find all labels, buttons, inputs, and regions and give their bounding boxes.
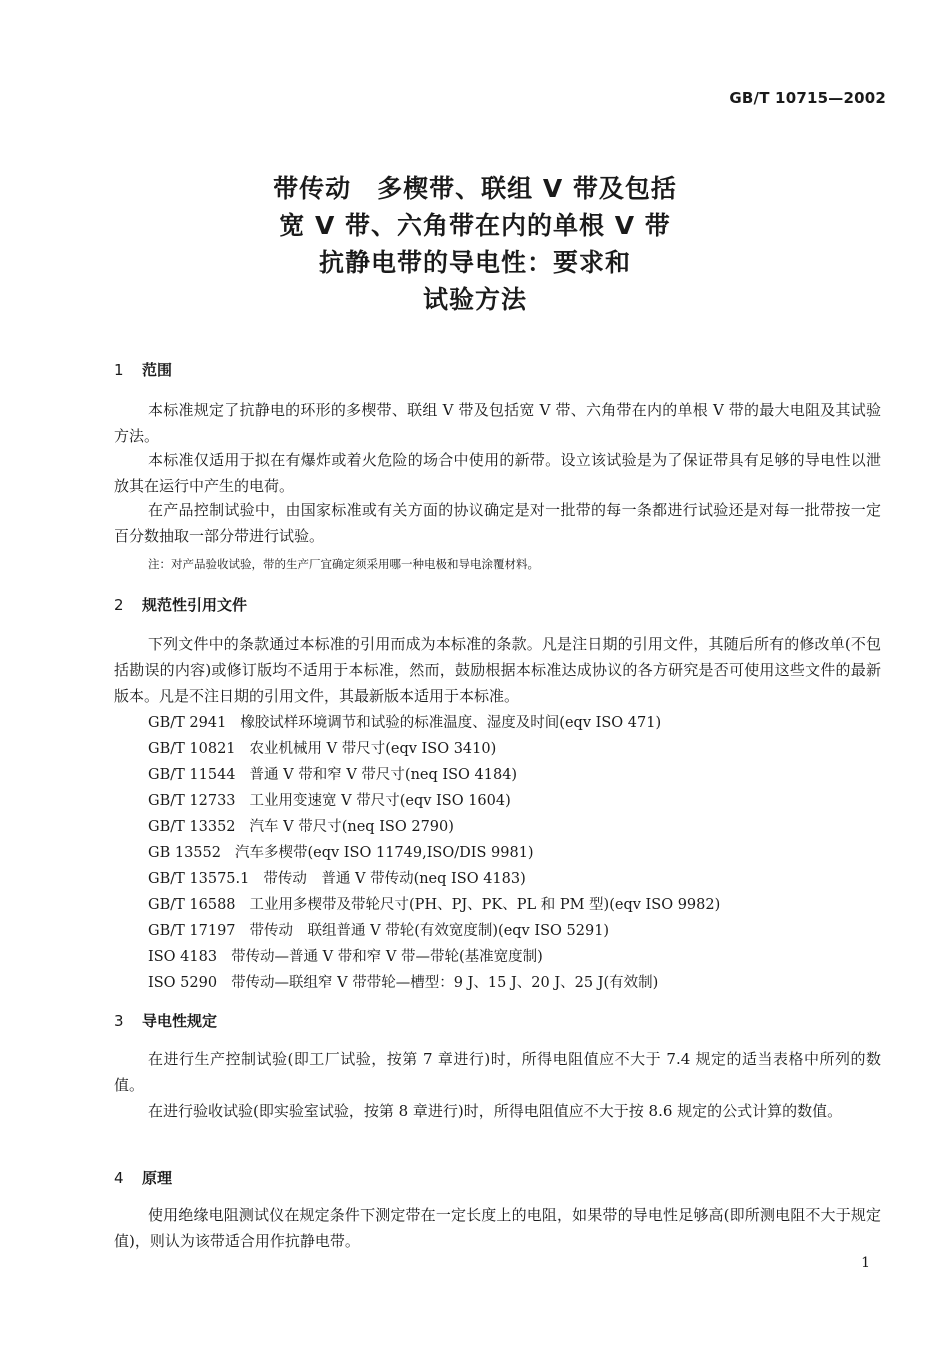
reference-item [148, 919, 609, 940]
section-title: 范围 [142, 361, 173, 379]
paragraph: 在进行验收试验(即实验室试验，按第 8 章进行)时，所得电阻值应不大于按 8.6 规定的公式计算的数值。 [148, 1102, 843, 1120]
section-title: 原理 [142, 1169, 173, 1187]
section-heading-conductivity [114, 1010, 217, 1031]
section-title: 规范性引用文件 [142, 596, 248, 614]
title-line: 试验方法 [422, 285, 527, 314]
paragraph: 下列文件中的条款通过本标准的引用而成为本标准的条款。凡是注日期的引用文件，其随后所有的修改单(不包括勘误的内容)或修订版均不适用于本标准，然而，鼓励根据本标准达成协议的各方研究是否可使用这些文件的最新版本。凡是不注日期的引用文件，其最新版本适用于本标准。 [114, 635, 881, 705]
reference-title: 普通 V 带和窄 V 带尺寸(neq ISO 4184) [249, 767, 518, 783]
paragraph: 在进行生产控制试验(即工厂试验，按第 7 章进行)时，所得电阻值应不大于 7.4 规定的适当表格中所列的数值。 [114, 1050, 881, 1094]
reference-item [148, 971, 658, 992]
reference-item [148, 893, 720, 914]
section-number: 2 [114, 596, 124, 614]
reference-item [148, 737, 496, 758]
title-line: 宽 V 带、六角带在内的单根 V 带 [279, 211, 671, 240]
reference-code: GB/T 13352 [148, 819, 236, 835]
paragraph: 使用绝缘电阻测试仪在规定条件下测定带在一定长度上的电阻，如果带的导电性足够高(即所测电阻不大于规定值)，则认为该带适合用作抗静电带。 [114, 1206, 881, 1250]
reference-code: GB/T 13575.1 [148, 871, 250, 887]
reference-code: GB/T 2941 [148, 715, 227, 731]
reference-code: ISO 5290 [148, 975, 218, 991]
reference-title: 带传动—普通 V 带和窄 V 带—带轮(基准宽度制) [231, 949, 543, 965]
reference-item [148, 711, 661, 732]
reference-code: GB/T 12733 [148, 793, 236, 809]
paragraph: 本标准规定了抗静电的环形的多楔带、联组 V 带及包括宽 V 带、六角带在内的单根 V 带的最大电阻及其试验方法。 [114, 401, 881, 445]
section-heading-references [114, 594, 247, 615]
reference-item [148, 815, 454, 836]
reference-item [148, 945, 543, 966]
section-heading-principle [114, 1167, 172, 1188]
reference-title: 工业用多楔带及带轮尺寸(PH、PJ、PK、PL 和 PM 型)(eqv ISO 9982) [249, 897, 721, 913]
section-number: 1 [114, 361, 124, 379]
reference-code: GB/T 11544 [148, 767, 236, 783]
reference-code: GB/T 10821 [148, 741, 236, 757]
reference-item [148, 867, 526, 888]
reference-code: GB/T 16588 [148, 897, 236, 913]
title-line: 抗静电带的导电性：要求和 [318, 248, 631, 277]
paragraph: 本标准仅适用于拟在有爆炸或着火危险的场合中使用的新带。设立该试验是为了保证带具有足够的导电性以泄放其在运行中产生的电荷。 [114, 451, 881, 495]
reference-title: 橡胶试样环境调节和试验的标准温度、湿度及时间(eqv ISO 471) [240, 715, 662, 731]
reference-item [148, 763, 517, 784]
reference-code: GB 13552 [148, 845, 221, 861]
reference-title: 带传动 普通 V 带传动(neq ISO 4183) [263, 871, 526, 887]
reference-title: 工业用变速宽 V 带尺寸(eqv ISO 1604) [249, 793, 511, 809]
paragraph: 在产品控制试验中，由国家标准或有关方面的协议确定是对一批带的每一条都进行试验还是对每一批带按一定百分数抽取一部分带进行试验。 [114, 501, 881, 545]
section-title: 导电性规定 [142, 1012, 218, 1030]
reference-title: 汽车 V 带尺寸(neq ISO 2790) [249, 819, 454, 835]
standard-number: GB/T 10715—2002 [729, 89, 886, 107]
reference-title: 汽车多楔带(eqv ISO 11749,ISO/DIS 9981) [234, 845, 534, 861]
reference-title: 带传动 联组普通 V 带轮(有效宽度制)(eqv ISO 5291) [249, 923, 610, 939]
reference-title: 带传动—联组窄 V 带带轮—槽型：9 J、15 J、20 J、25 J(有效制) [231, 975, 659, 991]
reference-title: 农业机械用 V 带尺寸(eqv ISO 3410) [249, 741, 497, 757]
reference-item [148, 789, 511, 810]
reference-code: ISO 4183 [148, 949, 218, 965]
page-number: 1 [861, 1255, 870, 1271]
reference-code: GB/T 17197 [148, 923, 236, 939]
section-heading-scope [114, 359, 172, 380]
section-number: 3 [114, 1012, 124, 1030]
title-line: 带传动 多楔带、联组 V 带及包括 [273, 174, 677, 203]
note: 注：对产品验收试验，带的生产厂宜确定须采用哪一种电极和导电涂覆材料。 [148, 557, 539, 571]
reference-item [148, 841, 534, 862]
section-number: 4 [114, 1169, 124, 1187]
document-title [0, 170, 950, 318]
